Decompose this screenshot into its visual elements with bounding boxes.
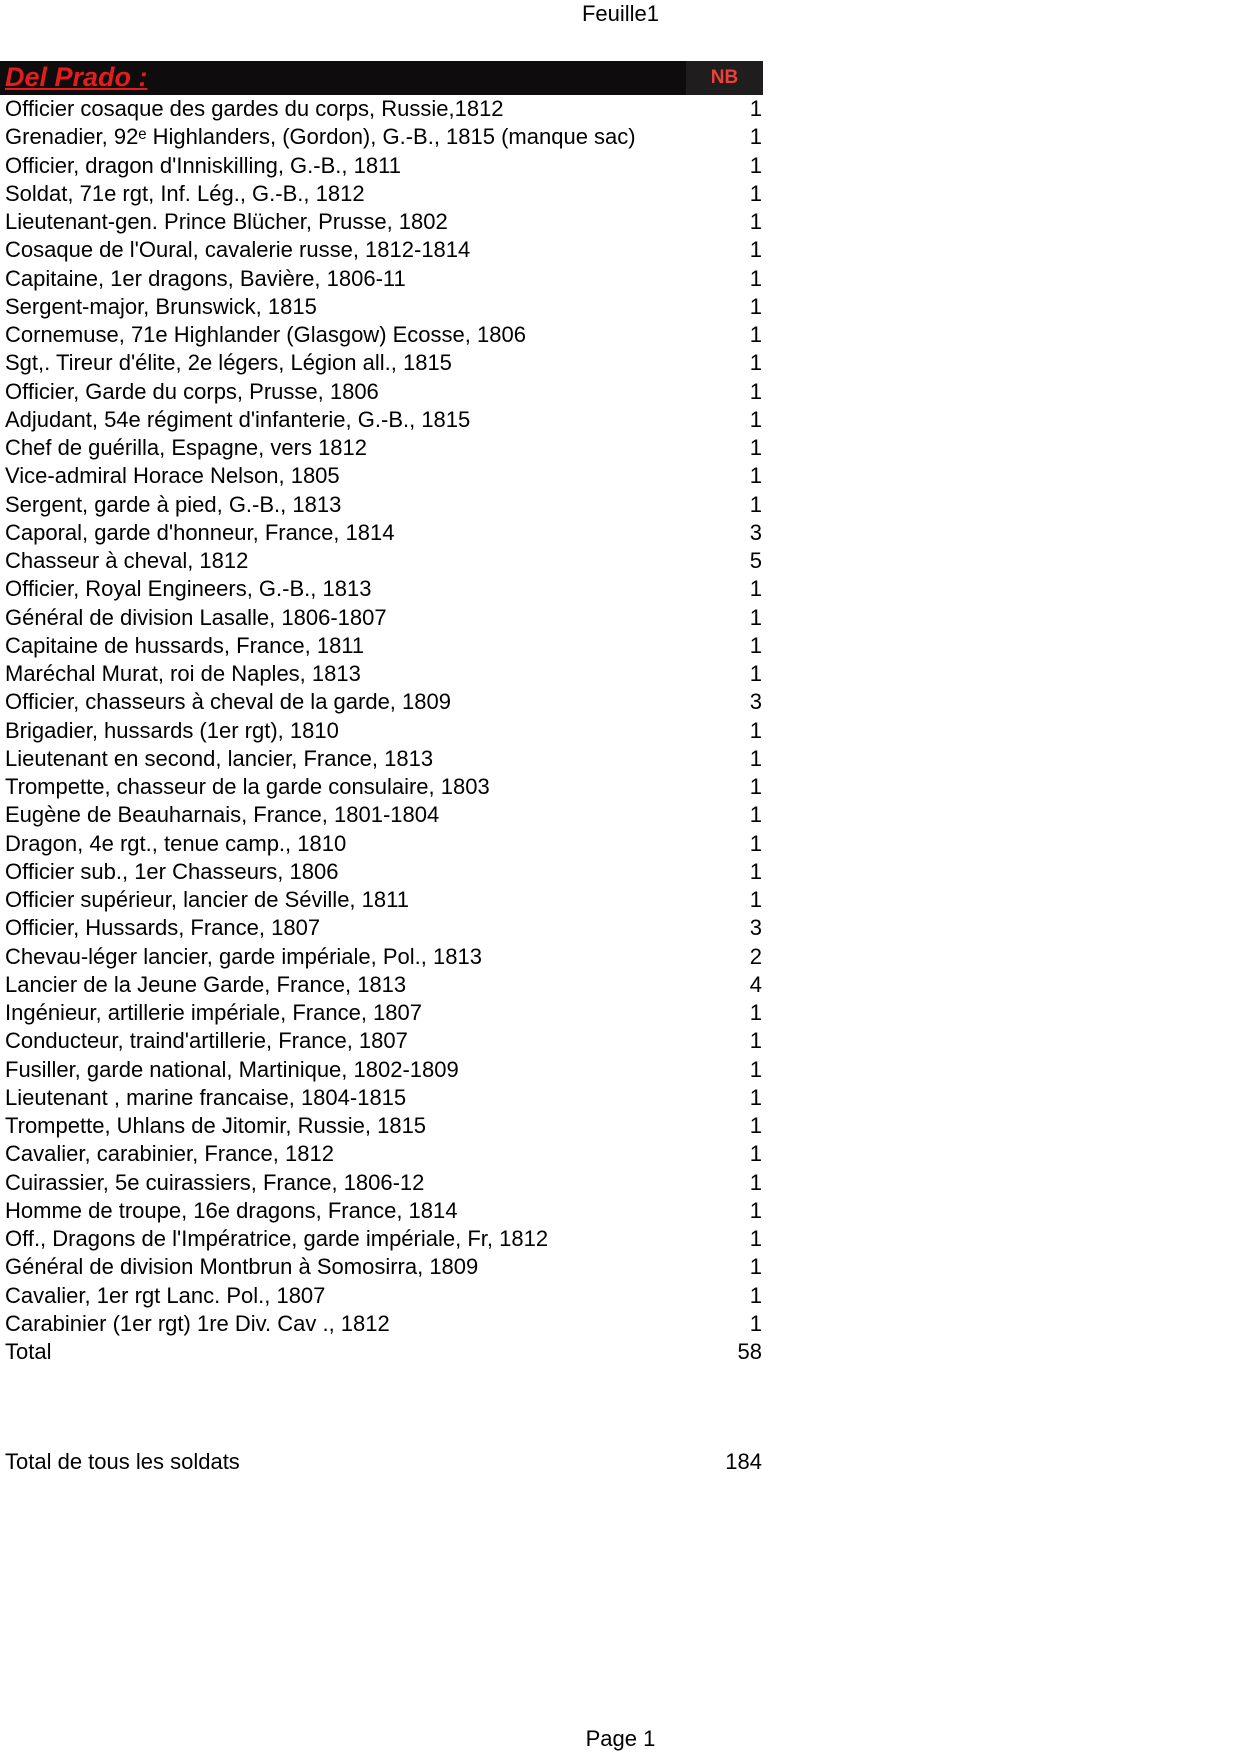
table-row xyxy=(0,491,763,519)
row-nb-value: 1 xyxy=(749,1282,762,1308)
row-label: Cosaque de l'Oural, cavalerie russe, 1812-1814 xyxy=(5,237,471,263)
nb-column-header: NB xyxy=(686,61,763,95)
row-label: Officier, Royal Engineers, G.-B., 1813 xyxy=(5,576,372,602)
table-row xyxy=(0,1084,763,1112)
row-nb-value: 58 xyxy=(737,1339,762,1365)
table-row xyxy=(0,95,763,123)
row-nb-value: 1 xyxy=(749,745,762,771)
row-nb-value: 5 xyxy=(749,548,762,574)
row-nb-value: 1 xyxy=(749,1113,762,1139)
row-nb-value: 1 xyxy=(749,406,762,432)
table-row xyxy=(0,1056,763,1084)
row-nb-value: 1 xyxy=(749,661,762,687)
row-label: Cavalier, carabinier, France, 1812 xyxy=(5,1141,334,1167)
table-row xyxy=(0,914,763,942)
row-nb-value: 1 xyxy=(749,1197,762,1223)
row-label: Chef de guérilla, Espagne, vers 1812 xyxy=(5,435,368,461)
table-row xyxy=(0,943,763,971)
row-nb-value: 1 xyxy=(749,435,762,461)
table-row xyxy=(0,321,763,349)
row-label: Cuirassier, 5e cuirassiers, France, 1806-12 xyxy=(5,1169,425,1195)
row-nb-value: 1 xyxy=(749,1084,762,1110)
row-nb-value: 1 xyxy=(749,1000,762,1026)
row-label: Capitaine, 1er dragons, Bavière, 1806-11 xyxy=(5,265,406,291)
row-label: Sergent-major, Brunswick, 1815 xyxy=(5,293,317,319)
table-row xyxy=(0,293,763,321)
table-row xyxy=(0,123,763,151)
table-row xyxy=(0,378,763,406)
table-row xyxy=(0,519,763,547)
page-number-footer: Page 1 xyxy=(585,1726,656,1751)
table-row xyxy=(0,1169,763,1197)
table-row xyxy=(0,1027,763,1055)
row-label: Officier cosaque des gardes du corps, Russie,1812 xyxy=(5,96,504,122)
row-label: Officier, chasseurs à cheval de la garde, 1809 xyxy=(5,689,451,715)
table-row xyxy=(0,1282,763,1310)
row-label: Capitaine de hussards, France, 1811 xyxy=(5,632,365,658)
table-row xyxy=(0,971,763,999)
table-row xyxy=(0,717,763,745)
row-label: Eugène de Beauharnais, France, 1801-1804 xyxy=(5,802,440,828)
row-nb-value: 1 xyxy=(749,237,762,263)
row-nb-value: 1 xyxy=(749,378,762,404)
table-row xyxy=(0,632,763,660)
table-row xyxy=(0,1253,763,1281)
row-nb-value: 3 xyxy=(749,689,762,715)
table-row xyxy=(0,773,763,801)
row-label: Fusiller, garde national, Martinique, 1802-1809 xyxy=(5,1056,459,1082)
row-label: Trompette, Uhlans de Jitomir, Russie, 1815 xyxy=(5,1113,427,1139)
table-row xyxy=(0,434,763,462)
table-row xyxy=(0,830,763,858)
table-row xyxy=(0,349,763,377)
table-row xyxy=(0,604,763,632)
row-label: Officier supérieur, lancier de Séville, 1811 xyxy=(5,887,409,913)
row-label: Cornemuse, 71e Highlander (Glasgow) Ecosse, 1806 xyxy=(5,322,526,348)
row-nb-value: 1 xyxy=(749,632,762,658)
row-nb-value: 1 xyxy=(749,1169,762,1195)
table-row xyxy=(0,462,763,490)
table-row xyxy=(0,886,763,914)
table-row xyxy=(0,180,763,208)
row-label: Général de division Montbrun à Somosirra, 1809 xyxy=(5,1254,479,1280)
row-nb-value: 1 xyxy=(749,802,762,828)
table-row xyxy=(0,1112,763,1140)
row-nb-value: 1 xyxy=(749,830,762,856)
row-nb-value: 1 xyxy=(749,491,762,517)
row-nb-value: 1 xyxy=(749,576,762,602)
table-rows xyxy=(0,95,763,1366)
row-nb-value: 1 xyxy=(749,209,762,235)
row-label: Brigadier, hussards (1er rgt), 1810 xyxy=(5,717,339,743)
row-nb-value: 1 xyxy=(749,1141,762,1167)
row-nb-value: 1 xyxy=(749,1226,762,1252)
row-label: Officier, Hussards, France, 1807 xyxy=(5,915,321,941)
row-nb-value: 3 xyxy=(749,519,762,545)
row-label: Chasseur à cheval, 1812 xyxy=(5,548,249,574)
row-label: Conducteur, traind'artillerie, France, 1807 xyxy=(5,1028,408,1054)
row-nb-value: 1 xyxy=(749,858,762,884)
row-nb-value: 1 xyxy=(749,293,762,319)
row-nb-value: 1 xyxy=(749,1028,762,1054)
row-label: Général de division Lasalle, 1806-1807 xyxy=(5,604,387,630)
row-nb-value: 1 xyxy=(749,96,762,122)
row-label: Officier sub., 1er Chasseurs, 1806 xyxy=(5,858,339,884)
row-nb-value: 1 xyxy=(749,350,762,376)
row-nb-value: 1 xyxy=(749,463,762,489)
table-row xyxy=(0,688,763,716)
row-label: Lieutenant-gen. Prince Blücher, Prusse, 1802 xyxy=(5,209,448,235)
sheet-name-header: Feuille1 xyxy=(581,1,660,26)
grand-total-row xyxy=(0,1448,763,1476)
row-label: Caporal, garde d'honneur, France, 1814 xyxy=(5,519,395,545)
row-label: Lancier de la Jeune Garde, France, 1813 xyxy=(5,971,407,997)
grand-total-value: 184 xyxy=(725,1449,762,1475)
table-row xyxy=(0,858,763,886)
table-row xyxy=(0,406,763,434)
table-row xyxy=(0,1225,763,1253)
table-header-bar xyxy=(0,61,763,95)
table-row xyxy=(0,152,763,180)
row-nb-value: 1 xyxy=(749,152,762,178)
row-nb-value: 1 xyxy=(749,1254,762,1280)
row-label: Chevau-léger lancier, garde impériale, Pol., 1813 xyxy=(5,943,482,969)
row-label: Homme de troupe, 16e dragons, France, 1814 xyxy=(5,1197,458,1223)
row-label: Cavalier, 1er rgt Lanc. Pol., 1807 xyxy=(5,1282,326,1308)
row-label: Vice-admiral Horace Nelson, 1805 xyxy=(5,463,340,489)
table-row xyxy=(0,547,763,575)
row-label: Soldat, 71e rgt, Inf. Lég., G.-B., 1812 xyxy=(5,180,365,206)
row-label: Dragon, 4e rgt., tenue camp., 1810 xyxy=(5,830,347,856)
row-label: Total xyxy=(5,1339,52,1365)
row-nb-value: 4 xyxy=(749,971,762,997)
row-nb-value: 1 xyxy=(749,1056,762,1082)
row-label: Maréchal Murat, roi de Naples, 1813 xyxy=(5,661,361,687)
row-nb-value: 1 xyxy=(749,774,762,800)
row-nb-value: 1 xyxy=(749,717,762,743)
row-label: Off., Dragons de l'Impératrice, garde impériale, Fr, 1812 xyxy=(5,1226,549,1252)
row-label: Lieutenant , marine francaise, 1804-1815 xyxy=(5,1084,407,1110)
table-row xyxy=(0,801,763,829)
row-nb-value: 2 xyxy=(749,943,762,969)
row-label: Ingénieur, artillerie impériale, France, 1807 xyxy=(5,1000,423,1026)
inventory-table xyxy=(0,61,763,1366)
row-nb-value: 1 xyxy=(749,124,762,150)
table-row xyxy=(0,1140,763,1168)
row-label: Adjudant, 54e régiment d'infanterie, G.-B., 1815 xyxy=(5,406,471,432)
table-row xyxy=(0,745,763,773)
row-nb-value: 1 xyxy=(749,604,762,630)
total-row xyxy=(0,1338,763,1366)
row-nb-value: 1 xyxy=(749,1310,762,1336)
row-nb-value: 1 xyxy=(749,180,762,206)
row-nb-value: 1 xyxy=(749,887,762,913)
grand-total-label: Total de tous les soldats xyxy=(5,1449,240,1475)
table-row xyxy=(0,575,763,603)
table-row xyxy=(0,236,763,264)
row-label: Officier, dragon d'Inniskilling, G.-B., 1811 xyxy=(5,152,401,178)
table-row xyxy=(0,999,763,1027)
row-label: Lieutenant en second, lancier, France, 1813 xyxy=(5,745,434,771)
row-label: Grenadier, 92ᵉ Highlanders, (Gordon), G.-B., 1815 (manque sac) xyxy=(5,124,636,150)
row-label: Sergent, garde à pied, G.-B., 1813 xyxy=(5,491,342,517)
table-row xyxy=(0,660,763,688)
row-label: Trompette, chasseur de la garde consulaire, 1803 xyxy=(5,774,490,800)
row-label: Carabinier (1er rgt) 1re Div. Cav ., 1812 xyxy=(5,1310,390,1336)
row-nb-value: 1 xyxy=(749,322,762,348)
row-nb-value: 3 xyxy=(749,915,762,941)
table-row xyxy=(0,208,763,236)
table-row xyxy=(0,265,763,293)
row-label: Officier, Garde du corps, Prusse, 1806 xyxy=(5,378,379,404)
table-row xyxy=(0,1310,763,1338)
row-label: Sgt,. Tireur d'élite, 2e légers, Légion all., 1815 xyxy=(5,350,452,376)
row-nb-value: 1 xyxy=(749,265,762,291)
table-row xyxy=(0,1197,763,1225)
table-title: Del Prado : xyxy=(5,62,148,92)
